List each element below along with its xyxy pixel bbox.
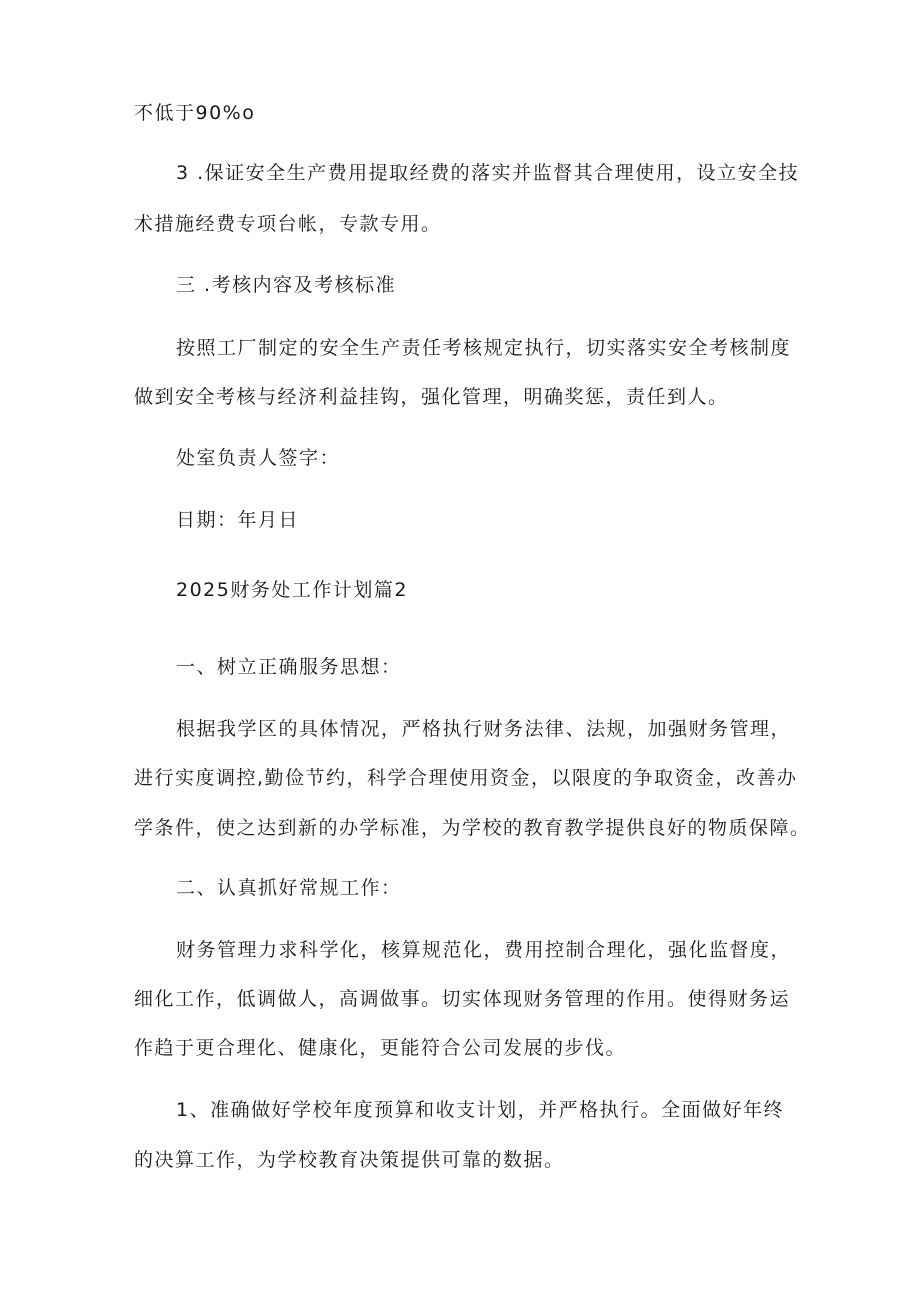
section-heading-2: 二、认真抓好常规工作：	[176, 877, 402, 899]
text-line: 细化工作，低调做人，高调做事。切实体现财务管理的作用。使得财务运	[134, 988, 791, 1010]
section-heading-3: 三 .考核内容及考核标准	[176, 274, 397, 296]
text-line: 根据我学区的具体情况，严格执行财务法律、法规，加强财务管理，	[176, 718, 792, 740]
section-heading-1: 一、树立正确服务思想：	[176, 656, 402, 678]
signature-label: 处室负责人签字：	[176, 447, 341, 469]
date-label: 日期：年月日	[176, 509, 300, 531]
document-title: 2025财务处工作计划篇2	[176, 579, 408, 601]
text-line: 作趋于更合理化、健康化，更能符合公司发展的步伐。	[134, 1037, 627, 1059]
text-line: 财务管理力求科学化，核算规范化，费用控制合理化，强化监督度，	[176, 939, 792, 961]
text-line: 进行实度调控,勤俭节约，科学合理使用资金，以限度的争取资金，改善办	[134, 767, 798, 789]
text-line-continuation: 不低于90%o	[134, 102, 256, 124]
text-line-item-1: 1、准确做好学校年度预算和收支计划，并严格执行。全面做好年终	[176, 1099, 785, 1121]
text-line: 的决算工作，为学校教育决策提供可靠的数据。	[134, 1149, 565, 1171]
text-line: 术措施经费专项台帐，专款专用。	[134, 213, 442, 235]
text-line: 做到安全考核与经济利益挂钩，强化管理，明确奖惩，责任到人。	[134, 386, 729, 408]
text-line-item-3: 3 .保证安全生产费用提取经费的落实并监督其合理使用，设立安全技	[176, 162, 800, 184]
text-line: 按照工厂制定的安全生产责任考核规定执行，切实落实安全考核制度	[176, 337, 792, 359]
text-line: 学条件，使之达到新的办学标准，为学校的教育教学提供良好的物质保障。	[134, 817, 811, 839]
